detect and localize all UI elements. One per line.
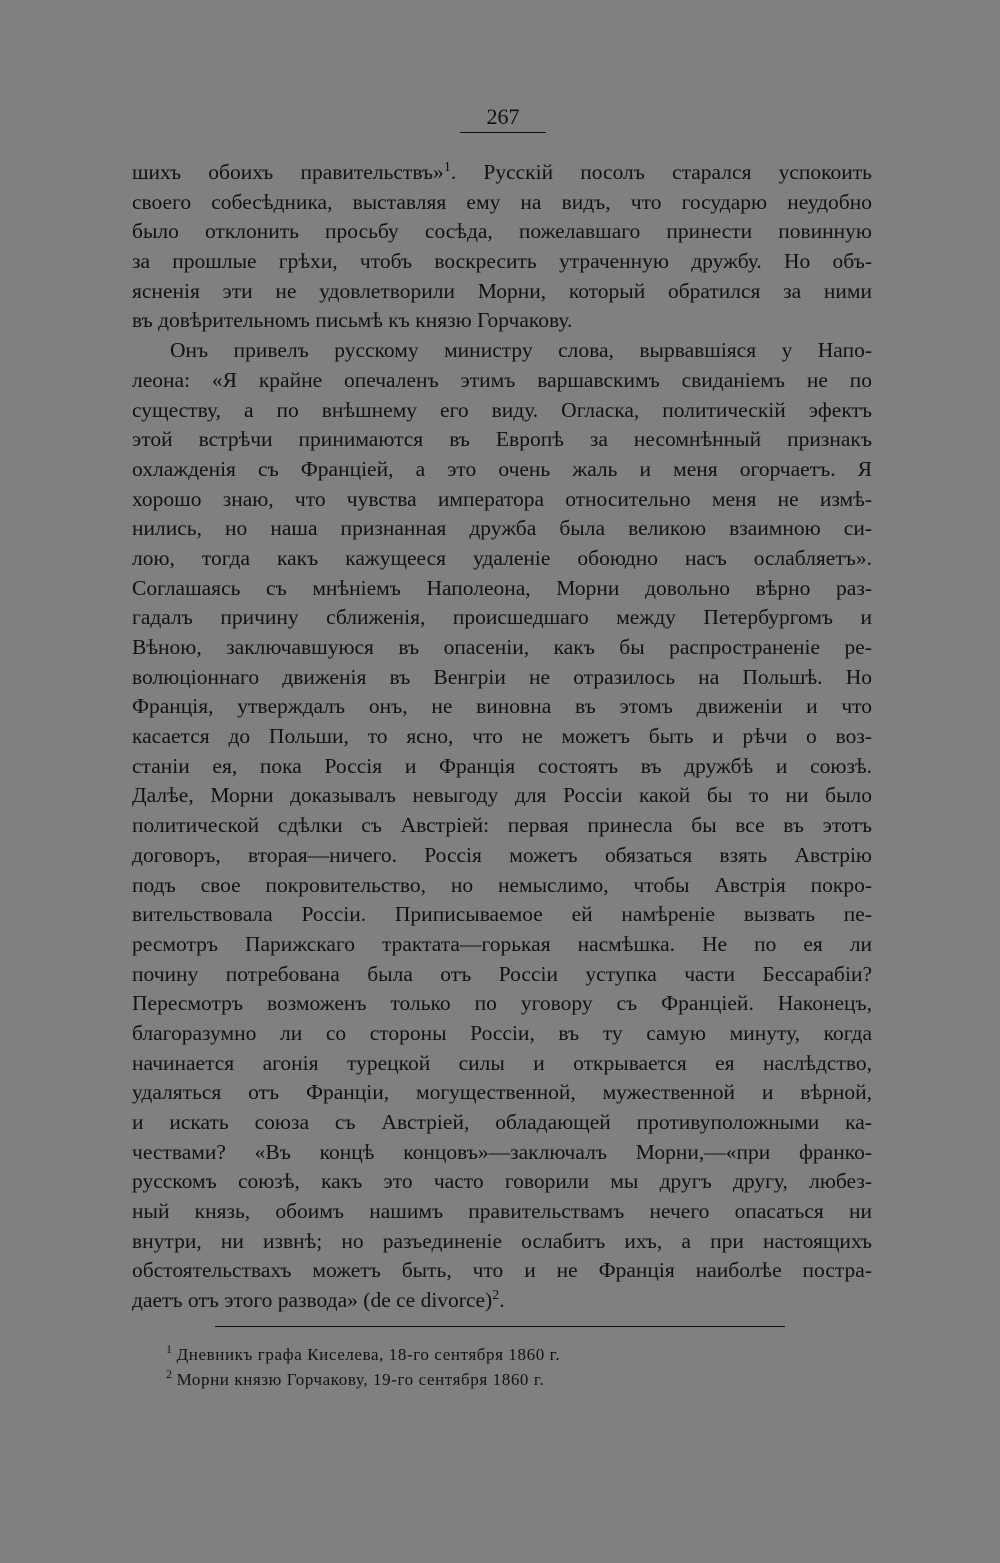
text-line (132, 1286, 872, 1316)
page-number: 267 (486, 104, 520, 129)
footnote-reference: 1 (443, 159, 451, 175)
text-line-content: Онъ привелъ русскому министру слова, вырвавшіяся у Напо- (170, 338, 872, 363)
text-line (132, 781, 872, 811)
text-line (132, 574, 872, 604)
text-line (132, 514, 872, 544)
text-line (132, 633, 872, 663)
text-line (132, 871, 872, 901)
text-line (132, 277, 872, 307)
text-line-content: русскомъ союзѣ, какъ это часто говорили мы другъ другу, любез- (132, 1169, 872, 1194)
footnote-mark: 1 (166, 1342, 173, 1357)
body-text (132, 158, 872, 1316)
text-line (132, 692, 872, 722)
text-line-content: Далѣе, Морни доказывалъ невыгоду для Россіи какой бы то ни было (132, 783, 872, 808)
text-line (132, 485, 872, 515)
text-line-content: обстоятельствахъ можетъ быть, что и не Франція наиболѣе постра- (132, 1258, 872, 1283)
text-line-content: своего собесѣдника, выставляя ему на видъ, что государю неудобно (132, 189, 872, 214)
text-line (132, 1167, 872, 1197)
footnotes (166, 1342, 866, 1392)
text-line-content: Вѣною, заключавшуюся въ опасеніи, какъ бы распространеніе ре- (132, 635, 872, 659)
text-line-content: почину потребована была отъ Россіи уступка части Бессарабіи? (132, 961, 872, 986)
text-line (132, 1138, 872, 1168)
text-line (132, 1227, 872, 1257)
text-line-continuation: . Русскій посолъ старался успокоить (450, 160, 872, 184)
footnote-separator (215, 1326, 785, 1327)
text-line-content: ресмотръ Парижскаго трактата—горькая насмѣшка. Не по ея ли (132, 931, 872, 956)
footnote (166, 1342, 866, 1367)
footnote-text: Морни князю Горчакову, 19-го сентября 1860 г. (176, 1370, 545, 1389)
text-line (132, 811, 872, 841)
text-line-content: нились, но наша признанная дружба была великою взаимною си- (132, 516, 872, 541)
text-line (132, 1108, 872, 1138)
footnote-text: Дневникъ графа Киселева, 18-го сентября 1860 г. (176, 1345, 561, 1364)
text-line (132, 841, 872, 871)
text-line-content: вительствовала Россіи. Приписываемое ей намѣреніе вызвать пе- (132, 902, 872, 927)
text-line (132, 188, 872, 218)
footnote-reference: 2 (492, 1287, 500, 1303)
text-line (132, 396, 872, 426)
text-line-content: подъ свое покровительство, но немыслимо, чтобы Австрія покро- (132, 872, 872, 897)
text-line (132, 158, 872, 188)
text-line (132, 989, 872, 1019)
text-line (132, 247, 872, 277)
text-line (132, 663, 872, 693)
text-line-content: и искать союза съ Австріей, обладающей противуположными ка- (132, 1110, 872, 1134)
page-number-rule (460, 132, 546, 133)
text-line-content: политической сдѣлки съ Австріей: первая принесла бы все въ этотъ (132, 813, 872, 838)
text-line-content: начинается агонія турецкой силы и открывается ея наслѣдство, (132, 1050, 872, 1075)
text-line (132, 752, 872, 782)
text-line-content: гадалъ причину сближенія, происшедшаго между Петербургомъ и (132, 605, 872, 630)
text-line-content: было отклонить просьбу сосѣда, пожелавшаго принести повинную (132, 219, 872, 244)
text-line (132, 1078, 872, 1108)
text-line-content: шихъ обоихъ правительствъ» (132, 160, 444, 184)
footnote (166, 1367, 866, 1392)
text-line-content: лою, тогда какъ кажущееся удаленіе обоюдно насъ ослабляетъ». (132, 545, 872, 570)
text-line-content: въ довѣрительномъ письмѣ къ князю Горчакову. (132, 308, 573, 333)
text-line-content: охлажденія съ Франціей, а это очень жаль и меня огорчаетъ. Я (132, 456, 872, 481)
text-line-content: Франція, утверждалъ онъ, не виновна въ этомъ движеніи и что (132, 694, 872, 719)
text-line-content: за прошлые грѣхи, чтобъ воскресить утраченную дружбу. Но объ- (132, 249, 872, 274)
text-line-content: благоразумно ли со стороны Россіи, въ ту самую минуту, когда (132, 1020, 872, 1045)
text-line-continuation: . (499, 1288, 505, 1313)
text-line-content: касается до Польши, то ясно, что не можетъ быть и рѣчи о воз- (132, 724, 872, 749)
text-line (132, 336, 872, 366)
text-line-content: хорошо знаю, что чувства императора относительно меня не измѣ- (132, 486, 872, 511)
text-line (132, 1019, 872, 1049)
text-line (132, 603, 872, 633)
text-line (132, 930, 872, 960)
text-line (132, 1256, 872, 1286)
text-line-content: ный князь, обоимъ нашимъ правительствамъ нечего опасаться ни (132, 1199, 872, 1224)
text-line-content: даетъ отъ этого развода» (de ce divorce) (132, 1288, 493, 1313)
text-line-content: леона: «Я крайне опечаленъ этимъ варшавскимъ свиданіемъ не по (132, 367, 872, 392)
text-line (132, 425, 872, 455)
text-line (132, 366, 872, 396)
text-line-content: Соглашаясь съ мнѣніемъ Наполеона, Морни довольно вѣрно раз- (132, 575, 872, 600)
text-line-content: ясненія эти не удовлетворили Морни, который обратился за ними (132, 278, 872, 303)
text-line (132, 900, 872, 930)
text-line-content: чествами? «Въ концѣ концовъ»—заключалъ Морни,—«при франко- (132, 1139, 872, 1164)
text-line-content: внутри, ни извнѣ; но разъединеніе ослабитъ ихъ, а при настоящихъ (132, 1228, 872, 1253)
text-line (132, 455, 872, 485)
text-line-content: волюціоннаго движенія въ Венгріи не отразилось на Польшѣ. Но (132, 664, 872, 689)
text-line (132, 544, 872, 574)
text-line-content: Пересмотръ возможенъ только по уговору съ Франціей. Наконецъ, (132, 991, 872, 1016)
text-line (132, 306, 872, 336)
text-line-content: этой встрѣчи принимаются въ Европѣ за несомнѣнный признакъ (132, 427, 872, 452)
footnote-mark: 2 (166, 1367, 173, 1382)
text-line-content: удаляться отъ Франціи, могущественной, мужественной и вѣрной, (132, 1080, 872, 1105)
text-line (132, 217, 872, 247)
text-line (132, 722, 872, 752)
text-line (132, 1197, 872, 1227)
text-line-content: станіи ея, пока Россія и Франція состоятъ въ дружбѣ и союзѣ. (132, 753, 872, 778)
text-line (132, 1049, 872, 1079)
text-line-content: существу, а по внѣшнему его виду. Огласка, политическій эфектъ (132, 397, 872, 422)
text-line (132, 960, 872, 990)
text-line-content: договоръ, вторая—ничего. Россія можетъ обязаться взять Австрію (132, 842, 872, 867)
